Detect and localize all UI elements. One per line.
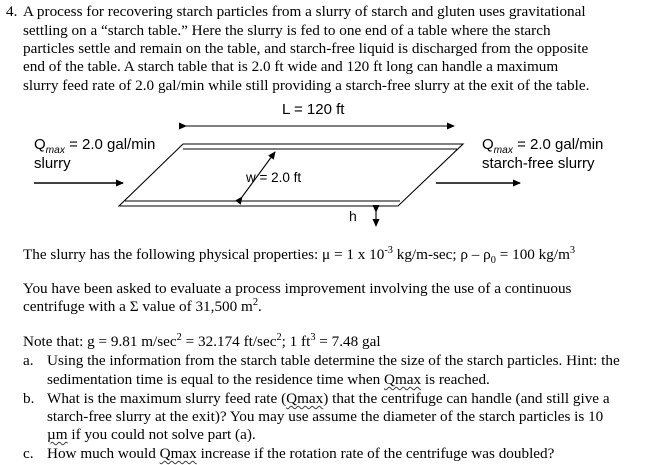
question-b-line-1: What is the maximum slurry feed rate (Qmax) that the centrifuge can handle (and still give a	[47, 390, 610, 407]
constants-note: Note that: g = 9.81 $m/\sec^2 = 32.174$ $ft/\sec^2$; 1 $ft^3 = 7.48$ gal	[23, 331, 381, 350]
width-label: w = 2.0 ft	[246, 170, 302, 185]
question-c-line-1: How much would Qmax increase if the rotation rate of the centrifuge was doubled?	[47, 445, 555, 462]
centrifuge-line-2: centrifuge with a Σ value of 31,500 $m^2$.	[23, 296, 262, 315]
physical-properties: The slurry has the following physical properties: μ = 1 x $10^{-3}$ kg/m-sec; $\rho - \rho_0 = 100$ $kg/m^3$	[23, 244, 576, 267]
length-label: L = 120 ft	[282, 101, 345, 118]
centrifuge-line-1: You have been asked to evaluate a process improvement involving the use of a continuous	[23, 280, 572, 297]
question-b-label: b.	[23, 390, 35, 407]
right-flow-rate-label: $Q_{max} = 2.0$ gal/min	[482, 136, 604, 156]
left-stream-name: slurry	[34, 155, 71, 172]
left-flow-rate-label: $Q_{max} = 2.0$ gal/min	[34, 136, 156, 156]
intro-line-4: end of the table. A starch table that is 2.0 ft wide and 120 ft long can handle a maximum	[23, 58, 559, 75]
intro-line-3: particles settle and remain on the table, and starch-free liquid is discharged from the opposite	[23, 40, 589, 57]
question-a-line-1: Using the information from the starch table determine the size of the starch particles. Hint: the	[47, 352, 620, 369]
intro-line-2: settling on a “starch table.” Here the slurry is fed to one end of a table where the starch	[23, 22, 551, 39]
right-stream-name: starch-free slurry	[482, 155, 595, 172]
intro-line-5: slurry feed rate of 2.0 gal/min while still providing a starch-free slurry at the exit of the table.	[23, 77, 590, 94]
question-b-line-2: starch-free slurry at the exit)? You may use assume the diameter of the starch particles is 10	[47, 408, 604, 425]
problem-number: 4.	[6, 3, 18, 20]
question-b-line-3: µm if you could not solve part (a).	[47, 426, 256, 443]
question-a-line-2: sedimentation time is equal to the residence time when Qmax is reached.	[47, 371, 490, 388]
height-label: h	[349, 208, 357, 224]
question-a-label: a.	[23, 352, 34, 369]
intro-line-1: A process for recovering starch particles from a slurry of starch and gluten uses gravitational	[23, 3, 586, 20]
question-c-label: c.	[23, 445, 34, 462]
